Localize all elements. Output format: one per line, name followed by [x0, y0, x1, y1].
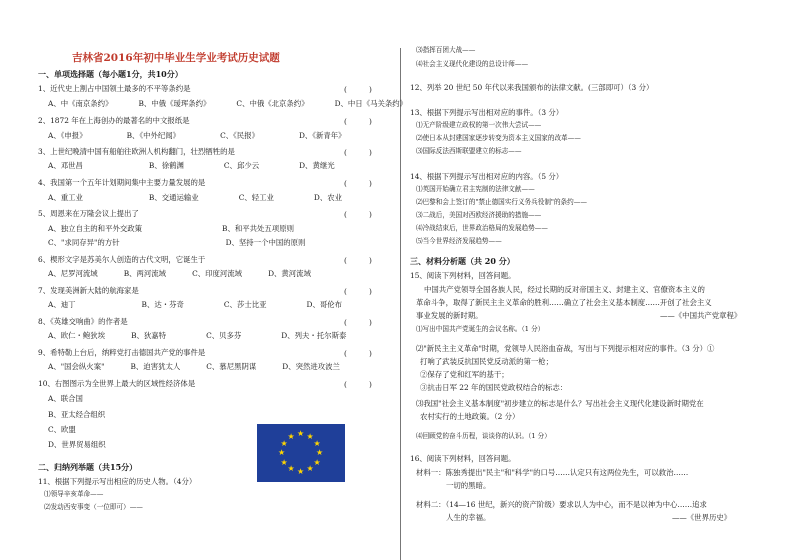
- flag-star-icon: ★: [280, 438, 288, 448]
- material-text-line-3: 事业发展的新时期。: [416, 311, 483, 320]
- question-14-item-4: ⑷冷战结束后，世界政治格局的发展趋势——: [416, 224, 548, 232]
- answer-paren-6: ( ): [344, 256, 372, 265]
- eu-flag-image: [257, 424, 345, 482]
- material-text-line-2: 革命斗争，取得了新民主主义革命的胜利……确立了社会主义基本制度……开创了社会主义: [416, 298, 712, 307]
- answer-paren-4: ( ): [344, 179, 372, 188]
- question-8-options: A、欧仁・鲍狄埃 B、狄嘉特 C、贝多芬 D、列夫・托尔斯泰: [48, 331, 347, 340]
- column-divider: [400, 48, 401, 560]
- material-1-line-1: 材料一：陈独秀提出"民主"和"科学"的口号……认定只有这两位先生，可以救治……: [416, 468, 689, 477]
- question-8: 8、《英雄交响曲》的作者是: [38, 317, 128, 326]
- material-2-line-1: 材料二：（14—16 世纪，新兴的资产阶级）要求以人为中心，而不是以神为中心……追求: [416, 500, 707, 509]
- question-14-item-2: ⑵巴黎和会上签订的"禁止德国实行义务兵役制"的条约——: [416, 198, 587, 206]
- question-15-part-2-line-4: ③抗击日军 22 年的国民党政权结合的标志：: [420, 383, 568, 392]
- material-source-2: ——《世界历史》: [672, 513, 732, 522]
- flag-star-icon: ★: [297, 467, 305, 476]
- question-15-part-2-line-2: 打响了武装反抗国民党反动派的第一枪；: [420, 357, 554, 366]
- flag-star-icon: ★: [316, 448, 324, 457]
- question-14-item-3: ⑶二战后，美国对西欧经济援助的措施——: [416, 211, 542, 219]
- flag-star-icon: ★: [306, 431, 314, 441]
- question-1: 1、近代史上割占中国领土最多的不平等条约是: [38, 84, 191, 93]
- question-5-options-cd: C、"求同存异"的方针 D、坚持一个中国的原则: [48, 238, 306, 247]
- material-text-line-1: 中国共产党领导全国各族人民，经过长期的反对帝国主义、封建主义、官僚资本主义的: [424, 285, 705, 294]
- question-4: 4、我国第一个五年计划期间集中主要力量发展的是: [38, 178, 206, 187]
- question-3-options: A、邓世昌 B、徐鹤渊 C、邱少云 D、黄继光: [48, 161, 335, 170]
- material-source-1: ——《中国共产党章程》: [660, 311, 742, 320]
- question-2: 2、1872 年在上海创办的最著名的中文报纸是: [38, 116, 190, 125]
- question-11-item-3: ⑶指挥百团大战——: [416, 46, 476, 54]
- flag-star-icon: ★: [280, 457, 288, 467]
- answer-paren-9: ( ): [344, 349, 372, 358]
- answer-paren-3: ( ): [344, 148, 372, 157]
- flag-star-icon: ★: [287, 431, 295, 441]
- question-15-part-3-line-1: ⑶我国"社会主义基本制度"初步建立的标志是什么？写出社会主义现代化建设新时期党在: [416, 399, 704, 408]
- question-11: 11、根据下列提示写出相应的历史人物。（4分）: [38, 477, 197, 486]
- flag-star-icon: ★: [287, 464, 295, 474]
- question-11-item-1: ⑴领导辛亥革命——: [44, 490, 104, 498]
- question-15-part-1: ⑴写出中国共产党诞生的会议名称。（1 分）: [416, 325, 545, 333]
- question-5-options-ab: A、独立自主的和平外交政策 B、和平共处五项原则: [48, 224, 294, 233]
- question-10-option-a: A、联合国: [48, 394, 83, 403]
- page-title: 吉林省2016年初中毕业生学业考试历史试题: [72, 52, 280, 64]
- question-9-options: A、"国会纵火案" B、迫害犹太人 C、慕尼黑阴谋 D、突然进攻波兰: [48, 362, 340, 371]
- question-15-part-4: ⑷回顾党的奋斗历程，谈谈你的认识。（1 分）: [416, 432, 551, 440]
- question-15-part-2-line-1: ⑵"新民主主义革命"时期，党领导人民浴血奋战，写出与下列提示相对应的事件。（3 分）①: [416, 344, 715, 353]
- question-13: 13、根据下列提示写出相对应的事件。（3 分）: [410, 108, 564, 117]
- question-7: 7、发现美洲新大陆的航海家是: [38, 286, 139, 295]
- flag-star-icon: ★: [297, 429, 305, 438]
- question-10: 10、右图图示为全世界上最大的区域性经济体是: [38, 379, 196, 388]
- question-13-item-1: ⑴无产阶级建立政权的第一次伟大尝试——: [416, 121, 542, 129]
- question-5: 5、周恩来在万隆会议上提出了: [38, 209, 139, 218]
- answer-paren-1: ( ): [344, 85, 372, 94]
- material-2-line-2: 人生的幸福。: [446, 513, 491, 522]
- question-15-part-2-line-3: ②保存了党和红军的基干；: [420, 370, 509, 379]
- question-10-option-c: C、欧盟: [48, 425, 76, 434]
- question-10-option-d: D、世界贸易组织: [48, 440, 106, 449]
- question-9: 9、希特勒上台后，纳粹党打击德国共产党的事件是: [38, 348, 206, 357]
- question-1-options: A、中《南京条约》 B、中俄《瑷珲条约》 C、中俄《北京条约》 D、中日《马关条约》: [48, 99, 408, 108]
- material-1-line-2: 一切的黑暗。: [446, 481, 491, 490]
- answer-paren-7: ( ): [344, 287, 372, 296]
- question-11-item-2: ⑵发动西安事变（一位即可）——: [44, 503, 143, 511]
- section-3-heading: 三、材料分析题（共 20 分）: [410, 256, 515, 266]
- section-1-heading: 一、单项选择题（每小题1分，共10分）: [38, 69, 183, 79]
- flag-star-icon: ★: [278, 448, 286, 457]
- flag-star-icon: ★: [313, 457, 321, 467]
- question-13-item-2: ⑵使日本从封建国家逐步转变为资本主义国家的改革——: [416, 134, 581, 142]
- answer-paren-8: ( ): [344, 318, 372, 327]
- question-15-part-3-line-2: 农村实行的土地政策。（2 分）: [420, 412, 520, 421]
- question-14: 14、根据下列提示写出相对应的内容。（5 分）: [410, 172, 564, 181]
- question-12: 12、列举 20 世纪 50 年代以来我国颁布的法律文献。(三部即可）（3 分）: [410, 83, 654, 92]
- question-7-options: A、迪丁 B、达・芬奇 C、莎士比亚 D、哥伦布: [48, 300, 343, 309]
- question-14-item-5: ⑸当今世界经济发展趋势——: [416, 237, 502, 245]
- section-2-heading: 二、归纳列举题（共15分）: [38, 462, 138, 472]
- question-14-item-1: ⑴英国开始确立君主宪制的法律文献——: [416, 185, 535, 193]
- question-13-item-3: ⑶国际反法西斯联盟建立的标志——: [416, 147, 522, 155]
- question-6: 6、楔形文字是苏美尔人创造的古代文明，它诞生于: [38, 255, 206, 264]
- question-2-options: A、《申报》 B、《中外纪闻》 C、《民报》 D、《新青年》: [48, 131, 346, 140]
- answer-paren-2: ( ): [344, 117, 372, 126]
- question-10-option-b: B、亚太经合组织: [48, 410, 106, 419]
- flag-star-icon: ★: [306, 464, 314, 474]
- answer-paren-10: ( ): [344, 380, 372, 389]
- question-4-options: A、重工业 B、交通运输业 C、轻工业 D、农业: [48, 193, 343, 202]
- answer-paren-5: ( ): [344, 210, 372, 219]
- flag-star-icon: ★: [313, 438, 321, 448]
- question-15: 15、阅读下列材料，回答问题。: [410, 271, 516, 280]
- question-11-item-4: ⑷社会主义现代化建设的总设计师——: [416, 60, 529, 68]
- question-3: 3、上世纪晚清中国有船舶往欧洲人机构翻门，壮烈牺牲的是: [38, 147, 235, 156]
- question-16: 16、阅读下列材料，回答问题。: [410, 454, 516, 463]
- question-6-options: A、尼罗河流域 B、两河流域 C、印度河流域 D、黄河流域: [48, 269, 311, 278]
